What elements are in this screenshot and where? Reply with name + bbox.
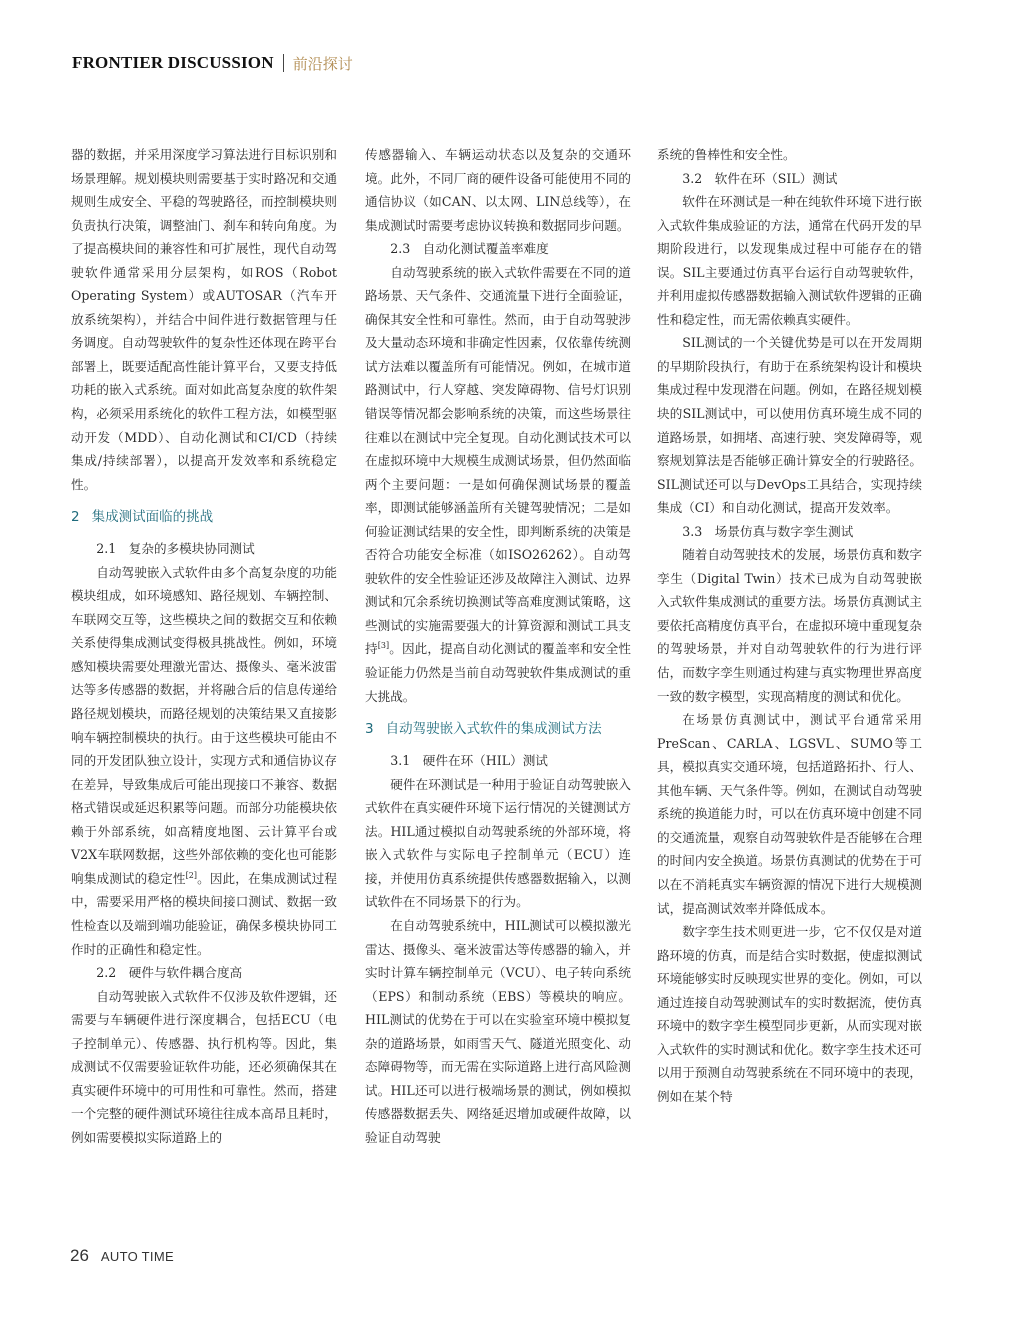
text-column-3 — [657, 143, 922, 1108]
section-heading-2 — [71, 506, 337, 528]
subsection-heading-3-2: 3.2 软件在环（SIL）测试 — [682, 170, 838, 186]
subsection-heading-2-2: 2.2 硬件与软件耦合度高 — [96, 965, 243, 981]
section-number: 3 — [365, 721, 374, 738]
section-number: 2 — [71, 509, 80, 526]
paragraph: 硬件在环测试是一种用于验证自动驾驶嵌入式软件在真实硬件环境下运行情况的关键测试方法。HIL通过模拟自动驾驶系统的外部环境，将嵌入式软件与实际电子控制单元（ECU）连接，并使用仿真系统提供传感器数据输入，以测试软件在不同场景下的行为。 — [365, 776, 631, 910]
header-divider — [283, 54, 284, 72]
paragraph: 软件在环测试是一种在纯软件环境下进行嵌入式软件集成验证的方法，通常在代码开发的早期阶段进行，以发现集成过程中可能存在的错误。SIL主要通过仿真平台运行自动驾驶软件，并利用虚拟传感器数据输入测试软件逻辑的正确性和稳定性，而无需依赖真实硬件。 — [657, 194, 922, 327]
subsection-heading-3-3: 3.3 场景仿真与数字孪生测试 — [682, 523, 854, 539]
paragraph: 器的数据，并采用深度学习算法进行目标识别和场景理解。规划模块则需要基于实时路况和交通规则生成安全、平稳的驾驶路径，而控制模块则负责执行决策，调整油门、刹车和转向角度。为了提高模块间的兼容性和可扩展性，现代自动驾驶软件通常采用分层架构，如ROS（Robot Operating System）或AUTOSAR（汽车开放系统架构），并结合中间件进行数据管理与任务调度。自动驾驶软件的复杂性还体现在跨平台部署上，既要适配高性能计算平台，又要支持低功耗的嵌入式系统。面对如此高复杂度的软件架构，必须采用系统化的软件工程方法，如模型驱动开发（MDD）、自动化测试和CI/CD（持续集成/持续部署），以提高开发效率和系统稳定性。 — [71, 147, 337, 492]
magazine-name: AUTO TIME — [100, 1249, 174, 1264]
paragraph: 数字孪生技术则更进一步，它不仅仅是对道路环境的仿真，而是结合实时数据，使虚拟测试环境能够实时反映现实世界的变化。例如，可以通过连接自动驾驶测试车的实时数据流，使仿真环境中的数字孪生模型同步更新，从而实现对嵌入式软件的实时测试和优化。数字孪生技术还可以用于预测自动驾驶系统在不同环境中的表现，例如在某个特 — [657, 924, 922, 1104]
paragraph: 在自动驾驶系统中，HIL测试可以模拟激光雷达、摄像头、毫米波雷达等传感器的输入，并实时计算车辆控制单元（VCU）、电子转向系统（EPS）和制动系统（EBS）等模块的响应。HIL测试的优势在于可以在实验室环境中模拟复杂的道路场景，如雨雪天气、隧道光照变化、动态障碍物等，而无需在实际道路上进行高风险测试。HIL还可以进行极端场景的测试，例如模拟传感器数据丢失、网络延迟增加或硬件故障，以验证自动驾驶 — [365, 917, 631, 1145]
section-title: 集成测试面临的挑战 — [91, 509, 214, 526]
citation-ref: [3] — [377, 641, 390, 651]
section-label-chinese: 前沿探讨 — [292, 54, 353, 73]
page-header — [72, 50, 353, 76]
section-heading-3 — [365, 718, 631, 740]
text-column-2 — [365, 143, 631, 1149]
subsection-heading-2-1: 2.1 复杂的多模块协同测试 — [96, 541, 255, 557]
paragraph: 自动驾驶嵌入式软件不仅涉及软件逻辑，还需要与车辆硬件进行深度耦合，包括ECU（电子控制单元）、传感器、执行机构等。因此，集成测试不仅需要验证软件功能，还必须确保其在真实硬件环境中的可用性和可靠性。然而，搭建一个完整的硬件测试环境往往成本高昂且耗时，例如需要模拟实际道路上的 — [71, 988, 337, 1145]
paragraph: 自动驾驶嵌入式软件由多个高复杂度的功能模块组成，如环境感知、路径规划、车辆控制、车联网交互等，这些模块之间的数据交互和依赖关系使得集成测试变得极具挑战性。例如，环境感知模块需要处理激光雷达、摄像头、毫米波雷达等多传感器的数据，并将融合后的信息传递给路径规划模块，而路径规划的决策结果又直接影响车辆控制模块的执行。由于这些模块可能由不同的开发团队独立设计，实现方式和通信协议存在差异，导致集成后可能出现接口不兼容、数据格式错误或延迟积累等问题。而部分功能模块依赖于外部系统，如高精度地图、云计算平台或V2X车联网数据，这些外部依赖的变化也可能影响集成测试的稳定性[2]。因此，在集成测试过程中，需要采用严格的模块间接口测试、数据一致性检查以及端到端功能验证，确保多模块协同工作时的正确性和稳定性。 — [71, 564, 338, 957]
text-column-1 — [71, 143, 337, 1149]
page-footer — [70, 1246, 174, 1266]
section-label-english: FRONTIER DISCUSSION — [72, 53, 274, 72]
paragraph: 传感器输入、车辆运动状态以及复杂的交通环境。此外，不同厂商的硬件设备可能使用不同的通信协议（如CAN、以太网、LIN总线等），在集成测试时需要考虑协议转换和数据同步问题。 — [365, 147, 631, 233]
paragraph: SIL测试的一个关键优势是可以在开发周期的早期阶段执行，有助于在系统架构设计和模块集成过程中发现潜在问题。例如，在路径规划模块的SIL测试中，可以使用仿真环境生成不同的道路场景，如拥堵、高速行驶、突发障碍等，观察规划算法是否能够正确计算安全的行驶路径。SIL测试还可以与DevOps工具结合，实现持续集成（CI）和自动化测试，提高开发效率。 — [657, 335, 922, 516]
section-title: 自动驾驶嵌入式软件的集成测试方法 — [385, 721, 602, 738]
paragraph: 随着自动驾驶技术的发展，场景仿真和数字孪生（Digital Twin）技术已成为自动驾驶嵌入式软件集成测试的重要方法。场景仿真测试主要依托高精度仿真平台，在虚拟环境中重现复杂的驾驶场景，并对自动驾驶软件的行为进行评估，而数字孪生则通过构建与真实物理世界高度一致的数字模型，实现高精度的测试和优化。 — [657, 547, 922, 704]
paragraph: 在场景仿真测试中，测试平台通常采用PreScan、CARLA、LGSVL、SUMO等工具，模拟真实交通环境，包括道路拓扑、行人、其他车辆、天气条件等。例如，在测试自动驾驶系统的换道能力时，可以在仿真环境中创建不同的交通流量，观察自动驾驶软件是否能够在合理的时间内安全换道。场景仿真测试的优势在于可以在不消耗真实车辆资源的情况下进行大规模测试，提高测试效率并降低成本。 — [657, 712, 922, 916]
subsection-heading-3-1: 3.1 硬件在环（HIL）测试 — [390, 753, 548, 769]
subsection-heading-2-3: 2.3 自动化测试覆盖率难度 — [390, 241, 549, 257]
page-number: 26 — [70, 1246, 89, 1265]
paragraph: 自动驾驶系统的嵌入式软件需要在不同的道路场景、天气条件、交通流量下进行全面验证，确保其安全性和可靠性。然而，由于自动驾驶涉及大量动态环境和非确定性因素，仅依靠传统测试方法难以覆盖所有可能情况。例如，在城市道路测试中，行人穿越、突发障碍物、信号灯识别错误等情况都会影响系统的决策，而这些场景往往难以在测试中完全复现。自动化测试技术可以在虚拟环境中大规模生成测试场景，但仍然面临两个主要问题：一是如何确保测试场景的覆盖率，即测试能够涵盖所有关键驾驶情况；二是如何验证测试结果的安全性，即判断系统的决策是否符合功能安全标准（如ISO26262）。自动驾驶软件的安全性验证还涉及故障注入测试、边界测试和冗余系统切换测试等高难度测试策略，这些测试的实施需要强大的计算资源和测试工具支持[3]。因此，提高自动化测试的覆盖率和安全性验证能力仍然是当前自动驾驶软件集成测试的重大挑战。 — [365, 264, 632, 704]
paragraph: 系统的鲁棒性和安全性。 — [657, 147, 796, 162]
citation-ref: [2] — [185, 870, 197, 880]
